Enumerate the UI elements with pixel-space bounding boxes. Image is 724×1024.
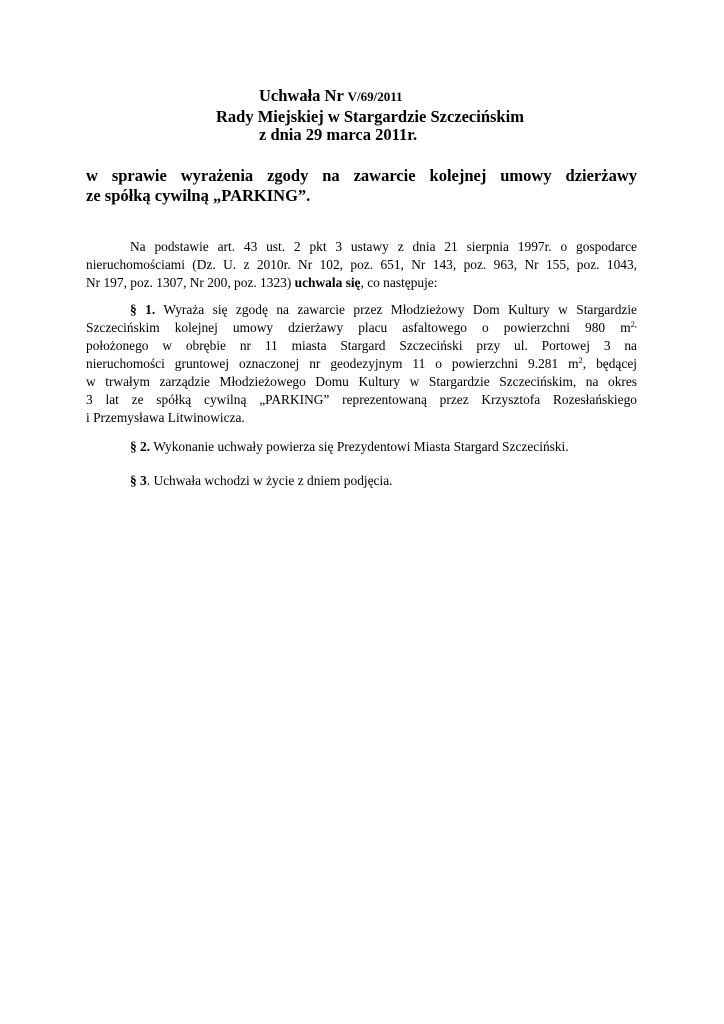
section-1-line-4-text: nieruchomości gruntowej oznaczonej nr geodezyjnym 11 o powierzchni 9.281 m bbox=[86, 356, 579, 371]
section-3-mark: § 3 bbox=[130, 473, 147, 488]
resolution-subject bbox=[86, 166, 637, 206]
section-2-line bbox=[86, 438, 637, 456]
section-3-paragraph bbox=[86, 472, 637, 490]
resolution-issuer: Rady Miejskiej w Stargardzie Szczecińskim bbox=[216, 107, 524, 126]
resolution-title bbox=[259, 88, 403, 105]
section-1-line-2-text: Szczecińskim kolejnej umowy dzierżawy placu asfaltowego o powierzchni 980 m bbox=[86, 320, 631, 335]
section-1-line-1 bbox=[86, 301, 637, 319]
subject-line-1: w sprawie wyrażenia zgody na zawarcie kolejnej umowy dzierżawy bbox=[86, 166, 637, 185]
section-1-line-4 bbox=[86, 355, 637, 373]
area-unit-superscript: 2, bbox=[630, 319, 637, 329]
resolution-date: z dnia 29 marca 2011r. bbox=[259, 125, 418, 144]
section-1-line-1-text: Wyraża się zgodę na zawarcie przez Młodzieżowy Dom Kultury w Stargardzie bbox=[155, 302, 637, 317]
section-1-line-4-end: , będącej bbox=[582, 356, 637, 371]
subject-line-2: ze spółką cywilną „PARKING”. bbox=[86, 186, 311, 205]
section-3-text: . Uchwała wchodzi w życie z dniem podjęcia. bbox=[146, 473, 393, 488]
section-2-text: Wykonanie uchwały powierza się Prezydentowi Miasta Stargard Szczeciński. bbox=[150, 439, 569, 454]
section-1-paragraph bbox=[86, 301, 637, 427]
section-2-paragraph bbox=[86, 438, 637, 456]
section-1-line-7: i Przemysława Litwinowicza. bbox=[86, 410, 245, 425]
section-1-line-5: w trwałym zarządzie Młodzieżowego Domu Kultury w Stargardzie Szczecińskim, na okres bbox=[86, 374, 637, 389]
section-1-mark: § 1. bbox=[130, 302, 156, 317]
legal-basis-paragraph bbox=[86, 238, 637, 292]
resolves-phrase: uchwala się bbox=[294, 275, 361, 290]
legal-basis-line-1: Na podstawie art. 43 ust. 2 pkt 3 ustawy z dnia 21 sierpnia 1997r. o gospodarce bbox=[130, 239, 637, 254]
section-1-line-6: 3 lat ze spółką cywilną „PARKING” reprezentowaną przez Krzysztofa Rozesłańskiego bbox=[86, 392, 637, 407]
resolution-title-word: Uchwała Nr bbox=[259, 86, 344, 105]
section-2-mark: § 2. bbox=[130, 439, 151, 454]
resolution-number: V/69/2011 bbox=[347, 89, 403, 104]
area-unit-superscript-2: 2 bbox=[578, 355, 583, 365]
section-1-line-3: położonego w obrębie nr 11 miasta Stargard Szczeciński przy ul. Portowej 3 na bbox=[86, 338, 637, 353]
section-3-line bbox=[86, 472, 637, 490]
legal-basis-line-2: nieruchomościami (Dz. U. z 2010r. Nr 102, poz. 651, Nr 143, poz. 963, Nr 155, poz. 1043, bbox=[86, 257, 637, 272]
legal-basis-line-3 bbox=[86, 274, 637, 292]
section-1-line-2 bbox=[86, 319, 637, 337]
legal-basis-citation: Nr 197, poz. 1307, Nr 200, poz. 1323) bbox=[86, 275, 292, 290]
legal-basis-ending: , co następuje: bbox=[360, 275, 438, 290]
